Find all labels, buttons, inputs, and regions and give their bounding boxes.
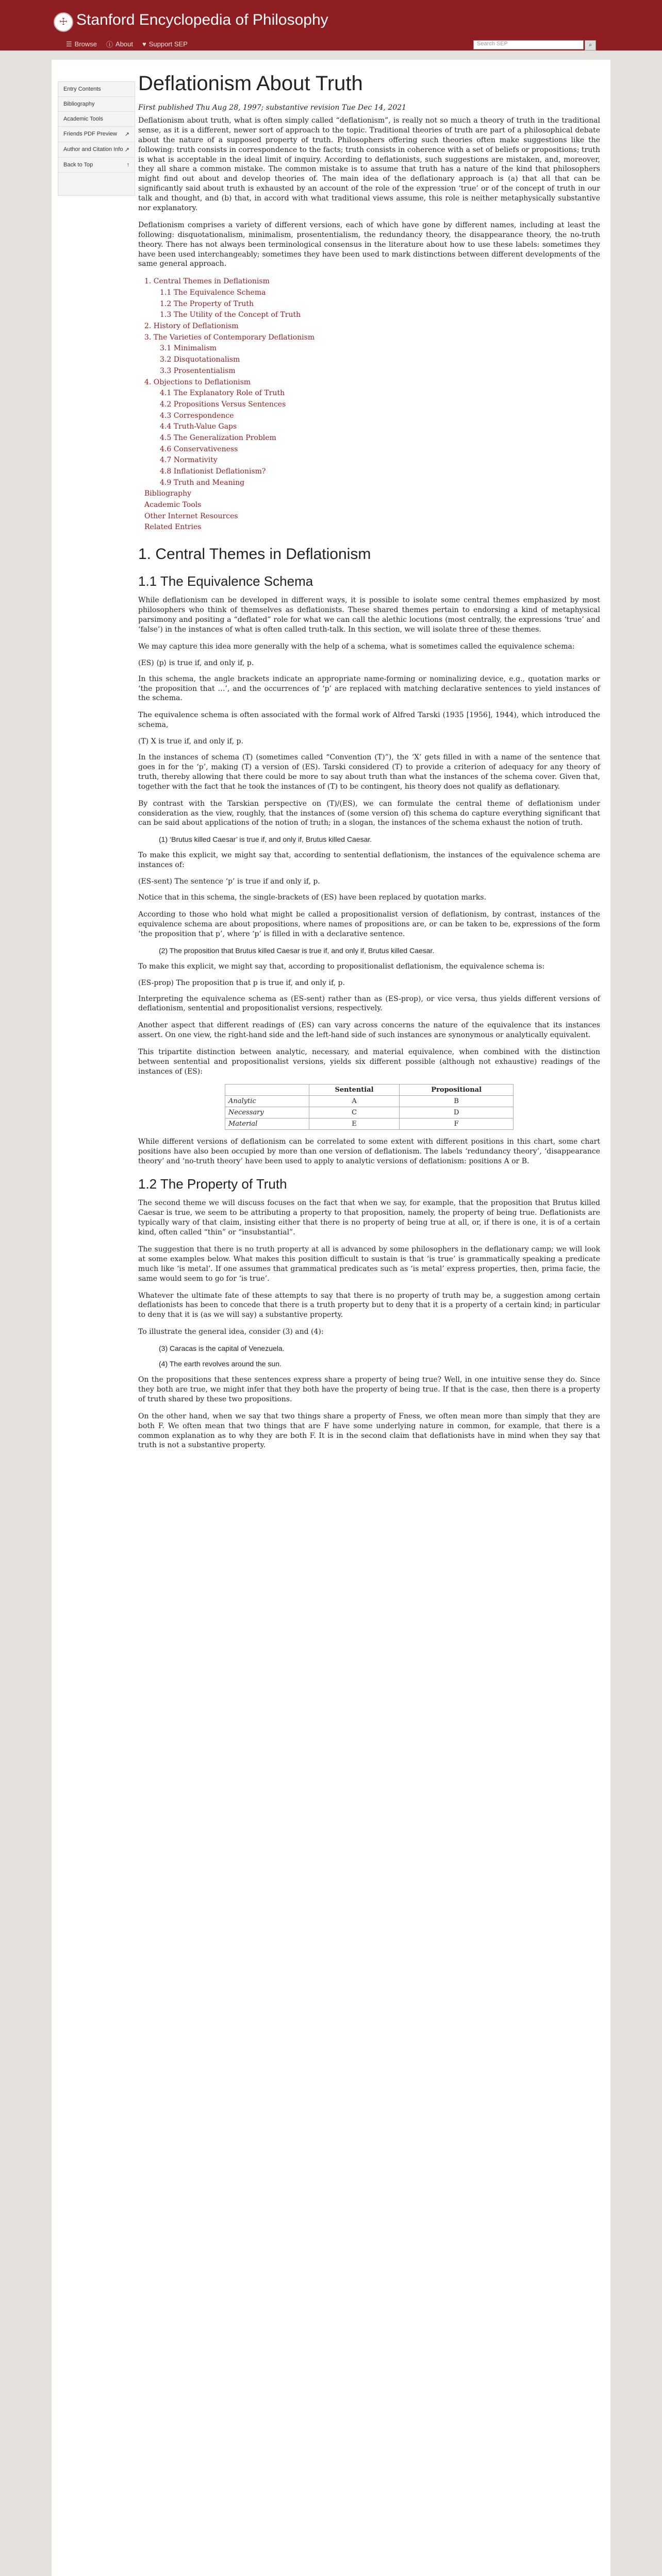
toc-item[interactable]: 3.3 Prosententialism [160, 366, 236, 375]
entry-title: Deflationism About Truth [138, 72, 363, 95]
paragraph: To illustrate the general idea, consider (3) and (4): [138, 1328, 324, 1336]
es-prop-schema: (ES-prop) The proposition that p is true if, and only if, p. [138, 978, 345, 987]
paragraph: To make this explicit, we might say that, according to propositionalist deflationism, the equivalence schema is: [138, 962, 545, 971]
toc-item[interactable]: 4.9 Truth and Meaning [160, 478, 245, 487]
toc-item[interactable]: 1. Central Themes in Deflationism [144, 277, 270, 286]
nav-about[interactable]: ⓘ About [106, 40, 134, 48]
matrix-col-propositional: Propositional [400, 1084, 514, 1095]
paragraph: In this schema, the angle brackets indicate an appropriate name-forming or nominalizing device, e.g., quotation marks or ‘the proposition that …’, and the occurrences of ‘p’ are replaced with matching declarative sentences to yield instances of the schema. [138, 674, 600, 703]
paragraph: We may capture this idea more generally with the help of a schema, what is sometimes called the equivalence schema: [138, 642, 575, 651]
example-4: (4) The earth revolves around the sun. [159, 1360, 282, 1368]
toc-item[interactable]: 4.4 Truth-Value Gaps [160, 422, 237, 431]
paragraph: On the other hand, when we say that two things share a property of Fness, we often mean more than simply that they are both F. We often mean that two things that are F have some underlying nature in common, for example, that there is a common explanation as to why they are both F. It is in the second claim that deflationists have in mind when they say that truth is not a substantive property. [138, 1412, 600, 1450]
paragraph: Whatever the ultimate fate of these attempts to say that there is no property of truth may be, a suggestion among certain deflationists has been to concede that there is a truth property but to deny that it is a property of a certain kind; in particular to deny that it is (as we will say) a substantive property. [138, 1291, 600, 1319]
toc-item[interactable]: 3. The Varieties of Contemporary Deflationism [144, 333, 315, 342]
table-of-contents [144, 276, 600, 533]
entry-sidebar [58, 81, 135, 196]
matrix-cell: F [400, 1118, 514, 1129]
matrix-corner [225, 1084, 309, 1095]
paragraph: Notice that in this schema, the single-brackets of (ES) have been replaced by quotation marks. [138, 893, 487, 902]
toc-item[interactable]: Related Entries [144, 523, 202, 532]
matrix-row-material: Material [225, 1118, 309, 1129]
paragraph: While different versions of deflationism can be correlated to some extent with different positions in this chart, some chart positions have also been occupied by more than one version of deflationism. The labels ‘redundancy theory’, ‘disappearance theory’ and ‘no-truth theory’ have been used to apply to analytic versions of deflationism: positions A or B. [138, 1137, 600, 1165]
toc-item[interactable]: 4.5 The Generalization Problem [160, 433, 276, 442]
external-icon: ↗ [124, 147, 129, 153]
toc-item[interactable]: 3.1 Minimalism [160, 344, 217, 353]
paragraph: Interpreting the equivalence schema as (ES-sent) rather than as (ES-prop), or vice versa, thus yields different versions of deflationism, sentential and propositionalist versions, respectively. [138, 994, 600, 1013]
example-3: (3) Caracas is the capital of Venezuela. [159, 1344, 285, 1353]
equivalence-schema: (ES) ⟨p⟩ is true if, and only if, p. [138, 658, 254, 667]
t-schema: (T) X is true if, and only if, p. [138, 737, 243, 746]
search-icon[interactable]: ⌕ [585, 40, 596, 50]
site-title[interactable]: Stanford Encyclopedia of Philosophy [76, 11, 328, 28]
es-sent-schema: (ES-sent) The sentence ‘p’ is true if and only if, p. [138, 877, 320, 886]
list-icon: ☰ [66, 40, 72, 48]
paragraph: Another aspect that different readings of (ES) can vary across concerns the nature of the equivalence that its instances assert. On one view, the right-hand side and the left-hand side of such instances are synonymous or analytically equivalent. [138, 1021, 600, 1040]
intro-paragraph-2: Deflationism comprises a variety of different versions, each of which have gone by different names, including at least the following: disquotationalism, minimalism, prosententialism, the redundancy theory, the disappearance theory, the no-truth theory. There has not always been terminological consensus in the literature about how to use these labels: sometimes they have been used interchangeably; sometimes they have been used to mark distinctions between different developments of the same general approach. [138, 221, 600, 268]
matrix-cell: D [400, 1107, 514, 1118]
sidebar-item-bibliography[interactable]: Bibliography [58, 97, 135, 112]
paragraph: By contrast with the Tarskian perspective on (T)/(ES), we can formulate the central theme of deflationism under consideration as the view, roughly, that the instances of (some version of) this schema do capture everything significant that can be said about applications of the notion of truth; in a slogan, the instances of the schema exhaust the notion of truth. [138, 799, 600, 827]
nav-browse[interactable]: ☰ Browse [66, 40, 97, 48]
paragraph: While deflationism can be developed in different ways, it is possible to isolate some central themes emphasized by most philosophers who think of themselves as deflationists. These shared themes pertain to endorsing a kind of metaphysical parsimony and positing a “deflated” role for what we can call the alethic locutions (most centrally, the expressions ‘true’ and ‘false’) in the instances of what is often called truth-talk. In this section, we will isolate three of these themes. [138, 596, 600, 634]
paragraph: In the instances of schema (T) (sometimes called “Convention (T)”), the ‘X’ gets filled in with a name of the sentence that goes in for the ‘p’, making (T) a version of (ES). Tarski considered (T) to provide a criterion of adequacy for any theory of truth, thereby allowing that there could be more to say about truth than what the instances of the schema cover. Given that, together with the fact that he took the instances of (T) to be contingent, his theory does not qualify as deflationary. [138, 753, 600, 791]
matrix-cell: A [309, 1095, 400, 1107]
toc-item[interactable]: 4.8 Inflationist Deflationism? [160, 467, 266, 476]
entry-main [138, 72, 600, 1499]
matrix-col-sentential: Sentential [309, 1084, 400, 1095]
support-icon: ♥ [142, 40, 146, 48]
toc-item[interactable]: 4.2 Propositions Versus Sentences [160, 400, 286, 409]
sidebar-item-back-to-top[interactable]: Back to Top ↑ [58, 158, 135, 173]
example-2: (2) The proposition that Brutus killed Caesar is true if, and only if, Brutus killed Caesar. [159, 946, 435, 955]
section-heading-1-1: 1.1 The Equivalence Schema [138, 573, 313, 589]
matrix-cell: E [309, 1118, 400, 1129]
paragraph: The suggestion that there is no truth property at all is advanced by some philosophers in the deflationary camp; we will look at some examples below. What makes this position difficult to sustain is that ‘is true’ is grammatically speaking a predicate much like ‘is metal’. If one assumes that grammatical predicates such as ‘is metal’ express properties, then, prima facie, the same would seem to go for ‘is true’. [138, 1245, 600, 1283]
matrix-cell: B [400, 1095, 514, 1107]
section-heading-1-2: 1.2 The Property of Truth [138, 1176, 287, 1192]
paragraph: To make this explicit, we might say that, according to sentential deflationism, the instances of the equivalence schema are instances of: [138, 851, 600, 870]
toc-item[interactable]: 1.2 The Property of Truth [160, 299, 254, 308]
toc-item[interactable]: 3.2 Disquotationalism [160, 355, 240, 364]
paragraph: This tripartite distinction between analytic, necessary, and material equivalence, when combined with the distinction between sentential and propositionalist versions, yields six different possible (although not exhaustive) readings of the instances of (ES): [138, 1048, 600, 1076]
external-icon: ↗ [124, 131, 129, 138]
toc-item[interactable]: 4.6 Conservativeness [160, 445, 238, 453]
toc-item[interactable]: Academic Tools [144, 501, 202, 510]
nav-support[interactable]: ♥ Support SEP [142, 40, 188, 48]
toc-item[interactable]: 4.7 Normativity [160, 456, 218, 465]
matrix-cell: C [309, 1107, 400, 1118]
matrix-row-analytic: Analytic [225, 1095, 309, 1107]
sep-logo-icon[interactable]: ☩ [54, 12, 73, 32]
toc-item[interactable]: 4.3 Correspondence [160, 411, 234, 420]
info-icon: ⓘ [106, 41, 113, 48]
sidebar-item-academic-tools[interactable]: Academic Tools [58, 112, 135, 127]
paragraph: The equivalence schema is often associated with the formal work of Alfred Tarski (1935 [1956], 1944), which introduced the schema, [138, 711, 600, 730]
toc-item[interactable]: Bibliography [144, 489, 191, 498]
toc-item[interactable]: Other Internet Resources [144, 512, 238, 520]
example-1: (1) ‘Brutus killed Caesar’ is true if, and only if, Brutus killed Caesar. [159, 835, 372, 844]
sidebar-item-entry-contents[interactable]: Entry Contents [58, 82, 135, 97]
search-input[interactable]: Search SEP [473, 40, 584, 49]
matrix-row-necessary: Necessary [225, 1107, 309, 1118]
toc-item[interactable]: 4.1 The Explanatory Role of Truth [160, 389, 285, 398]
equivalence-matrix [225, 1084, 514, 1130]
top-nav [66, 39, 188, 49]
paragraph: According to those who hold what might be called a propositionalist version of deflationism, by contrast, instances of the equivalence schema are about propositions, where names of propositions are, or can be taken to be, expressions of the form ‘the proposition that p’, where ‘p’ is filled in with a declarative sentence. [138, 910, 600, 938]
sidebar-item-author-citation[interactable]: Author and Citation Info ↗ [58, 142, 135, 158]
toc-item[interactable]: 1.3 The Utility of the Concept of Truth [160, 311, 301, 319]
site-header [0, 0, 662, 50]
toc-item[interactable]: 1.1 The Equivalence Schema [160, 289, 266, 297]
sidebar-item-friends-pdf[interactable]: Friends PDF Preview ↗ [58, 127, 135, 142]
toc-item[interactable]: 2. History of Deflationism [144, 322, 239, 331]
paragraph: On the propositions that these sentences express share a property of being true? Well, in one intuitive sense they do. Since they both are true, we might infer that they both have the property of being true. If that is the case, then there is a property of truth shared by these two propositions. [138, 1376, 600, 1403]
publication-info: First published Thu Aug 28, 1997; substantive revision Tue Dec 14, 2021 [138, 104, 407, 112]
intro-paragraph-1: Deflationism about truth, what is often simply called “deflationism”, is really not so much a theory of truth in the traditional sense, as it is a different, newer sort of approach to the topic. Traditional theories of truth are part of a philosophical debate about the nature of a supposed property of truth. Philosophers offering such theories often make suggestions like the following: truth consists in correspondence to the facts; truth consists in coherence with a set of beliefs or propositions; truth is what is acceptable in the ideal limit of inquiry. According to deflationists, such suggestions are mistaken, and, moreover, they all share a common mistake. The common mistake is to assume that truth has a nature of the kind that philosophers might find out about and develop theories of. The main idea of the deflationary approach is (a) that all that can be significantly said about truth is exhausted by an account of the role of the expression ‘true’ or of the concept of truth in our talk and thought, and (b) that, in accord with what traditional views assume, this role is neither metaphysically substantive nor explanatory. [138, 116, 600, 213]
footer-gap [138, 1458, 600, 1499]
toc-item[interactable]: 4. Objections to Deflationism [144, 378, 251, 386]
section-heading-1: 1. Central Themes in Deflationism [138, 546, 371, 563]
up-icon: ↑ [126, 162, 129, 168]
paragraph: The second theme we will discuss focuses on the fact that when we say, for example, that the proposition that Brutus killed Caesar is true, we seem to be attributing a property to that proposition, namely, the property of being true. Deflationists are typically wary of that claim, insisting either that there is no property of being true at all, or, if there is one, it is of a certain kind, often called “thin” or “insubstantial”. [138, 1199, 600, 1237]
page-body [52, 60, 610, 2576]
